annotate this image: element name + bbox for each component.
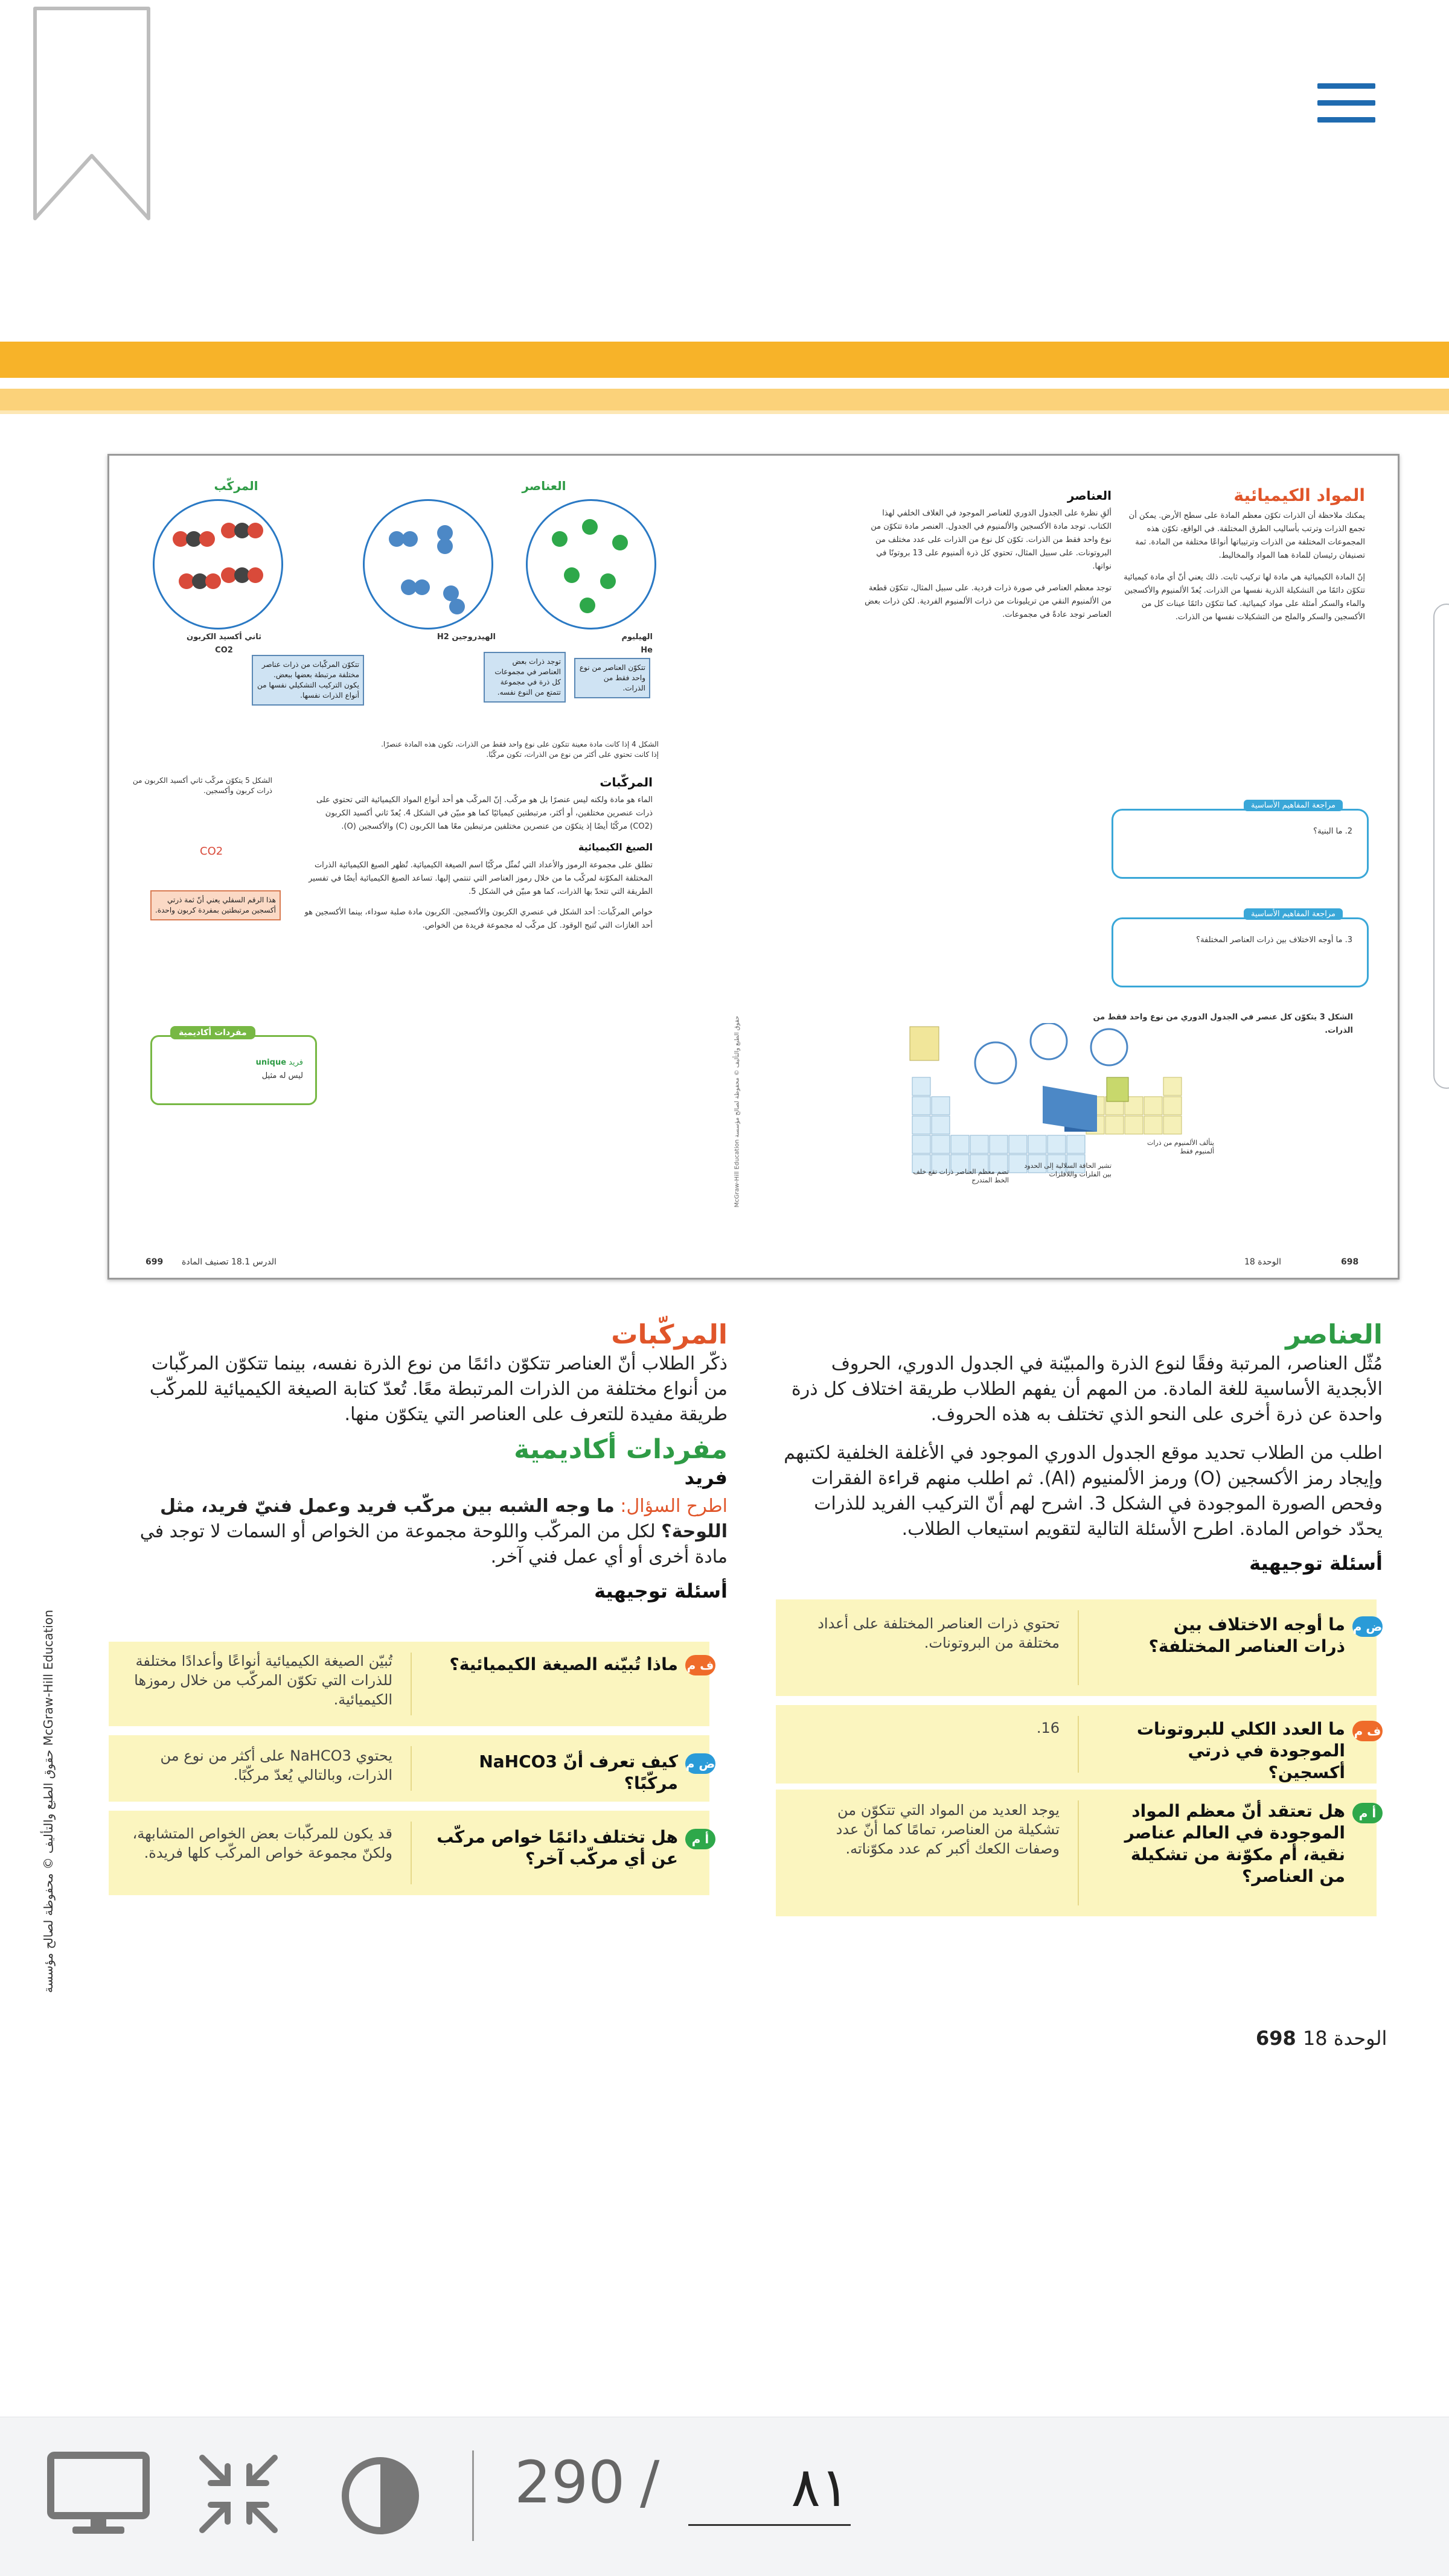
compounds-qa-row-1: [109, 1642, 714, 1726]
elements-paragraph-1: مُثّل العناصر، المرتبة وفقًا لنوع الذرة والمبيّنة في الجدول الدوري، الحروف الأبجدية الأساسية للغة المادة. من المهم أن يفهم الطلاب طريقة اختلاف كل ذرة واحدة عن ذرة أخرى على النحو الذي تختلف به هذه الحروف.: [792, 1353, 1383, 1425]
periodic-table-illustration: [906, 1023, 1341, 1228]
spread-question-text-2: 3. ما أوجه الاختلاف بين ذرات العناصر المختلفة؟: [1196, 936, 1352, 945]
header-accent-band: [0, 342, 1449, 378]
badge-4: ف م: [685, 1655, 715, 1675]
badge-6: أ م: [685, 1829, 715, 1849]
co2-symbol: CO2: [215, 646, 233, 655]
spread-formula-title: الصيغ الكيميائية: [578, 841, 653, 853]
spread-footer-right-unit: الوحدة 18: [1244, 1257, 1282, 1267]
total-pages: 290: [514, 2449, 625, 2516]
badge-2: ف م: [1352, 1721, 1383, 1741]
fig-label-b: تشير الحافة السلالية إلى الحدود بين الفلزات واللافلزات: [1024, 1162, 1112, 1178]
spread-compounds-text: الماء هو مادة ولكنه ليس عنصرًا بل هو مركّب. إنّ المركّب هو أحد أنواع المواد الكيميائية التي تحتوي على ذرات عنصرين مختلفين، أو أكثر، مرتبطتين كيميائيًا كما هو مبيّن في الشكل 4. يُعدّ ثاني أكسيد الكربون (CO2) مركّبًا أيضًا إذ يتكوّن من عنصرين مختلفين مرتبطين معًا هما الكربون (C) والأكسجين (O).: [316, 795, 653, 831]
footer-unit: الوحدة 18: [1302, 2027, 1387, 2050]
helium-label: [568, 631, 653, 657]
spread-question-box-2: [1112, 910, 1369, 987]
spread-question-head-2: مراجعة المفاهيم الأساسية: [1244, 908, 1343, 920]
spread-co2-small: CO2: [200, 845, 223, 858]
spread-intro-text: يمكنك ملاحظة أن الذرات تكوّن معظم المادة على سطح الأرض. يمكن أن تجمع الذرات وترتب بأساليب الطرق المختلفة. في الواقع، تكوّن هذه المجموعات المختلفة من الذرات وترتيباتها أنواعًا مختلفة من المادة. ثمة تصنيفان رئيسان للمادة هما المواد والمخاليط.: [1128, 511, 1365, 560]
spread-vocab-word: فريد: [289, 1058, 303, 1067]
hydrogen-molecule-circle: [363, 499, 493, 630]
spread-callout-4: هذا الرقم السفلي يعني أنّ ثمة ذرتي أكسجين مرتبطتين بمفردة كربون واحدة.: [150, 890, 281, 920]
compounds-section: [130, 1319, 728, 1602]
co2-name: ثاني أكسيد الكربون: [186, 633, 262, 642]
spread-elements-title: العناصر: [1067, 488, 1112, 503]
compounds-q-3: هل تختلف دائمًا خواص مركّب عن أي مركّب آخر؟: [437, 1827, 678, 1869]
spread-vocab-en: unique: [255, 1058, 287, 1067]
compounds-qa-row-2: [109, 1735, 715, 1802]
spread-fig5-caption: الشكل 5 يتكوّن مركّب ثاني أكسيد الكربون من ذرات كربون وأكسجين.: [132, 776, 272, 795]
bookmark-icon[interactable]: [31, 5, 152, 222]
spread-credit-gutter: [725, 745, 743, 1216]
hydrogen-name: الهيدروجين: [452, 633, 496, 642]
spread-footer-right-page: 698: [1341, 1257, 1359, 1267]
elements-paragraph-2: اطلب من الطلاب تحديد موقع الجدول الدوري الموجود في الأغلفة الخلفية لكتبهم وإيجاد رمز الأكسجين (O) ورمز الألمنيوم (Al). ثم اطلب منهم قراءة الفقرات وفحص الصورة الموجودة في الشكل 3. اشرح لهم أنّ التركيب الفريد للذرات يحدّد خواص المادة. اطرح الأسئلة التالية لتقويم استيعاب الطلاب.: [784, 1443, 1383, 1540]
compounds-q-2: كيف تعرف أنّ NaHCO3 مركّبًا؟: [479, 1752, 678, 1793]
elements-q-1: ما أوجه الاختلاف بين ذرات العناصر المختلفة؟: [1148, 1615, 1345, 1656]
spread-callout-1: تتكوّن العناصر من نوع واحد فقط من الذرات.: [574, 658, 650, 698]
elements-qa-row-2: [776, 1705, 1381, 1784]
elements-q-3: هل تعتقد أنّ معظم المواد الموجودة في العالم عناصر نقية، أم مكوّنة من تشكيلة من العناصر؟: [1124, 1801, 1345, 1886]
spread-footer-left-lesson: الدرس 18.1 تصنيف المادة: [182, 1257, 277, 1267]
spread-elements-label: العناصر: [522, 479, 566, 493]
compounds-guiding-title: أسئلة توجيهية: [594, 1580, 728, 1602]
side-copyright: [36, 1610, 60, 1993]
header-accent-band-light: [0, 389, 1449, 410]
helium-molecule-circle: [526, 499, 656, 630]
qa-divider: [1078, 1716, 1079, 1773]
elements-guiding-title: أسئلة توجيهية: [1249, 1552, 1383, 1575]
spread-vocab-head: مفردات أكاديمية: [170, 1026, 255, 1039]
elements-title: العناصر: [1285, 1319, 1383, 1350]
compounds-vocab-word: فريد: [684, 1466, 728, 1489]
spread-vocab-def: ليس له مثيل: [261, 1071, 303, 1080]
spread-vocab-content: [164, 1056, 303, 1083]
textbook-spread-image: [107, 454, 1399, 1280]
elements-a-2: 16.: [1036, 1720, 1060, 1736]
spread-fig4-caption: الشكل 4 إذا كانت مادة معينة تتكون على نوع واحد فقط من الذرات، تكون هذه المادة عنصرًا. إذا كانت تحتوي على أكثر من نوع من الذرات، تكون مركّبًا.: [381, 740, 659, 759]
top-bar: [0, 0, 1449, 338]
elements-q-2: ما العدد الكلي للبروتونات الموجودة في ذرتي أكسجين؟: [1136, 1719, 1345, 1782]
spread-callout-2: توجد ذرات بعض العناصر في مجموعات كل ذرة في مجموعة تتمتع من النوع نفسه.: [484, 652, 566, 703]
compounds-a-3: قد يكون للمركّبات بعض الخواص المتشابهة، ولكنّ مجموعة خواص المركّب كلها فريدة.: [132, 1825, 392, 1861]
spread-compounds-title: المركّبات: [600, 775, 653, 789]
compounds-a-1: تُبيّن الصيغة الكيميائية أنواعًا وأعدادًا مختلفة للذرات التي تكوّن المركّب من خلال رموزها الكيميائية.: [134, 1653, 392, 1708]
spread-formula-text: تطلق على مجموعة الرموز والأعداد التي تُمثّل مركّبًا اسم الصيغة الكيميائية. تُظهر الصيغ الكيميائية الذرات المختلفة المكوّنة لمركّب ما من خلال رموز العناصر التي تنتمي إليها. تساعد الصيغ الكيميائية أيضًا في تفسير الطريقة التي تتحدّ بها الذرات، كما هو مبيّن في الشكل 5.: [309, 861, 653, 896]
hydrogen-symbol: H2: [437, 633, 449, 642]
footer-page-number: 698: [1256, 2027, 1296, 2050]
header-accent-band-fade: [0, 410, 1449, 414]
spread-elements-text-2: توجد معظم العناصر في صورة ذرات فردية. على سبيل المثال، تتكوّن قطعة من الألمنيوم النقي من تريليونات من ذرات الألمنيوم الفردية. لكن ذرات بعض العناصر توجد عادةً في مجموعات.: [865, 584, 1112, 619]
hydrogen-label: [363, 631, 496, 644]
elements-section: [779, 1319, 1383, 1575]
collapse-arrows-icon[interactable]: [196, 2452, 281, 2536]
badge-3: أ م: [1352, 1803, 1383, 1823]
compounds-vocab-title: مفردات أكاديمية: [514, 1434, 728, 1465]
ask-answer: لكل من المركّب واللوحة مجموعة من الخواص أو السمات لا توجد في مادة أخرى أو أي عمل فني آخر.: [139, 1521, 728, 1567]
side-scroll-tab[interactable]: [1433, 604, 1449, 1089]
spread-elements-text: ألقِ نظرة على الجدول الدوري للعناصر الموجود في الغلاف الخلفي لهذا الكتاب. توجد مادة الأكسجين والألمنيوم في الجدول. العنصر مادة تتكوّن من نوع واحد فقط من الذرات. تكوّن كل نوع من الذرات على عدد مختلف من البروتونات. على سبيل المثال، تحتوي كل ذرة ألمنيوم على 13 بروتونًا في نواتها.: [871, 509, 1112, 571]
spread-footer-left-page: 699: [146, 1257, 164, 1267]
badge-5: ض م: [685, 1753, 715, 1774]
contrast-icon[interactable]: [338, 2453, 423, 2538]
elements-a-3: يوجد العديد من المواد التي تتكوّن من تشكيلة من العناصر، تمامًا كما أنّ عدد وصفات الكعك أكبر كم عدد مكوّناته.: [836, 1802, 1060, 1857]
spread-left-col-text: [302, 776, 653, 933]
page-separator: /: [640, 2449, 660, 2516]
qa-divider: [411, 1822, 412, 1884]
spread-right-col-2: [858, 489, 1112, 622]
spread-question-box-1: [1112, 801, 1369, 879]
qa-divider: [411, 1746, 412, 1791]
toolbar-divider: [472, 2450, 474, 2541]
ask-label: اطرح السؤال:: [620, 1496, 728, 1517]
elements-qa-row-3: [776, 1790, 1377, 1916]
spread-props-text: خواص المركّبات: أحد الشكل في عنصري الكربون والأكسجين. الكربون مادة صلبة سوداء، بينما الأكسجين هو أحد الغازات التي تُتيح الوقود. كل مركّب له مجموعة فريدة من الخواص.: [304, 908, 653, 930]
fig-label-c: يتألف الألمنيوم من ذرات ألمنيوم فقط: [1147, 1139, 1214, 1155]
ask-question: ما وجه الشبه بين مركّب فريد وعمل فنيّ فريد، مثل اللوحة؟: [159, 1496, 728, 1542]
qa-divider: [411, 1653, 412, 1715]
spread-vocab-box: [150, 1028, 317, 1105]
page-footer: [1232, 2027, 1387, 2050]
spread-question-head-1: مراجعة المفاهيم الأساسية: [1244, 800, 1343, 811]
compounds-qa-row-3: [109, 1811, 709, 1895]
spread-compound-label: المركّب: [214, 479, 258, 493]
qa-divider: [1078, 1800, 1079, 1905]
qa-divider: [1078, 1610, 1079, 1685]
compounds-title: المركّبات: [611, 1319, 728, 1350]
current-page-input[interactable]: [688, 2450, 851, 2526]
spread-right-col-1: [1124, 485, 1365, 624]
elements-a-1: تحتوي ذرات العناصر المختلفة على أعداد مختلفة من البروتونات.: [817, 1615, 1060, 1651]
spread-callout-3: تتكوّن المركّبات من ذرات عناصر مختلفة مرتبطة بعضها ببعض. يكون التركيب التشكيلي نفسها من أنواع الذرات نفسها.: [252, 655, 364, 706]
co2-label: [164, 631, 284, 657]
spread-title-substances: المواد الكيميائية: [1233, 485, 1365, 505]
monitor-icon[interactable]: [47, 2452, 150, 2536]
compounds-q-1: ماذا تُبيّنه الصيغة الكيميائية؟: [449, 1654, 678, 1674]
compounds-a-2: يحتوي NaHCO3 على أكثر من نوع من الذرات، وبالتالي يُعدّ مركّبًا.: [160, 1747, 392, 1784]
hamburger-menu-icon[interactable]: [1310, 78, 1383, 127]
spread-fig3-caption: الشكل 3 يتكوّن كل عنصر في الجدول الدوري من نوع واحد فقط من الذرات.: [1093, 1013, 1353, 1035]
helium-symbol: He: [641, 646, 653, 655]
spread-def-text: إنّ المادة الكيميائية هي مادة لها تركيب ثابت. ذلك يعني أنّ أي مادة كيميائية تتكوّن دائمًا من التشكيلة الذرية نفسها من الذرات. يُعدّ الألمنيوم والأكسجين والماء والسكر أمثلة على مواد كيميائية. كما تتكوّن دائمًا عينات كل من الأكسجين والسكر والملح من التشكيلات نفسها من الذرات.: [1124, 573, 1365, 622]
spread-credit: McGraw-Hill Education حقوق الطبع والتأليف © محفوظة لصالح مؤسسة: [734, 1016, 741, 1208]
co2-molecule-circle: [153, 499, 283, 630]
compounds-paragraph-1: ذكّر الطلاب أنّ العناصر تتكوّن دائمًا من نوع الذرة نفسه، بينما تتكوّن المركّبات من أنواع مختلفة من الذرات المرتبطة معًا. تُعدّ كتابة الصيغة الكيميائية للمركّب طريقة مفيدة للتعرف على العناصر التي يتكوّن منها.: [149, 1353, 728, 1425]
fig-label-a: تضم معظم العناصر ذرات تقع خلف الخط المتدرج: [913, 1168, 1009, 1184]
helium-name: الهيليوم: [621, 633, 653, 642]
badge-1: ض م: [1352, 1616, 1383, 1637]
elements-qa-row-1: [776, 1599, 1383, 1696]
spread-question-text-1: 2. ما البنية؟: [1313, 827, 1352, 836]
side-copyright-text: حقوق الطبع والتأليف © محفوظة لصالح مؤسسة McGraw-Hill Education: [41, 1610, 56, 1993]
